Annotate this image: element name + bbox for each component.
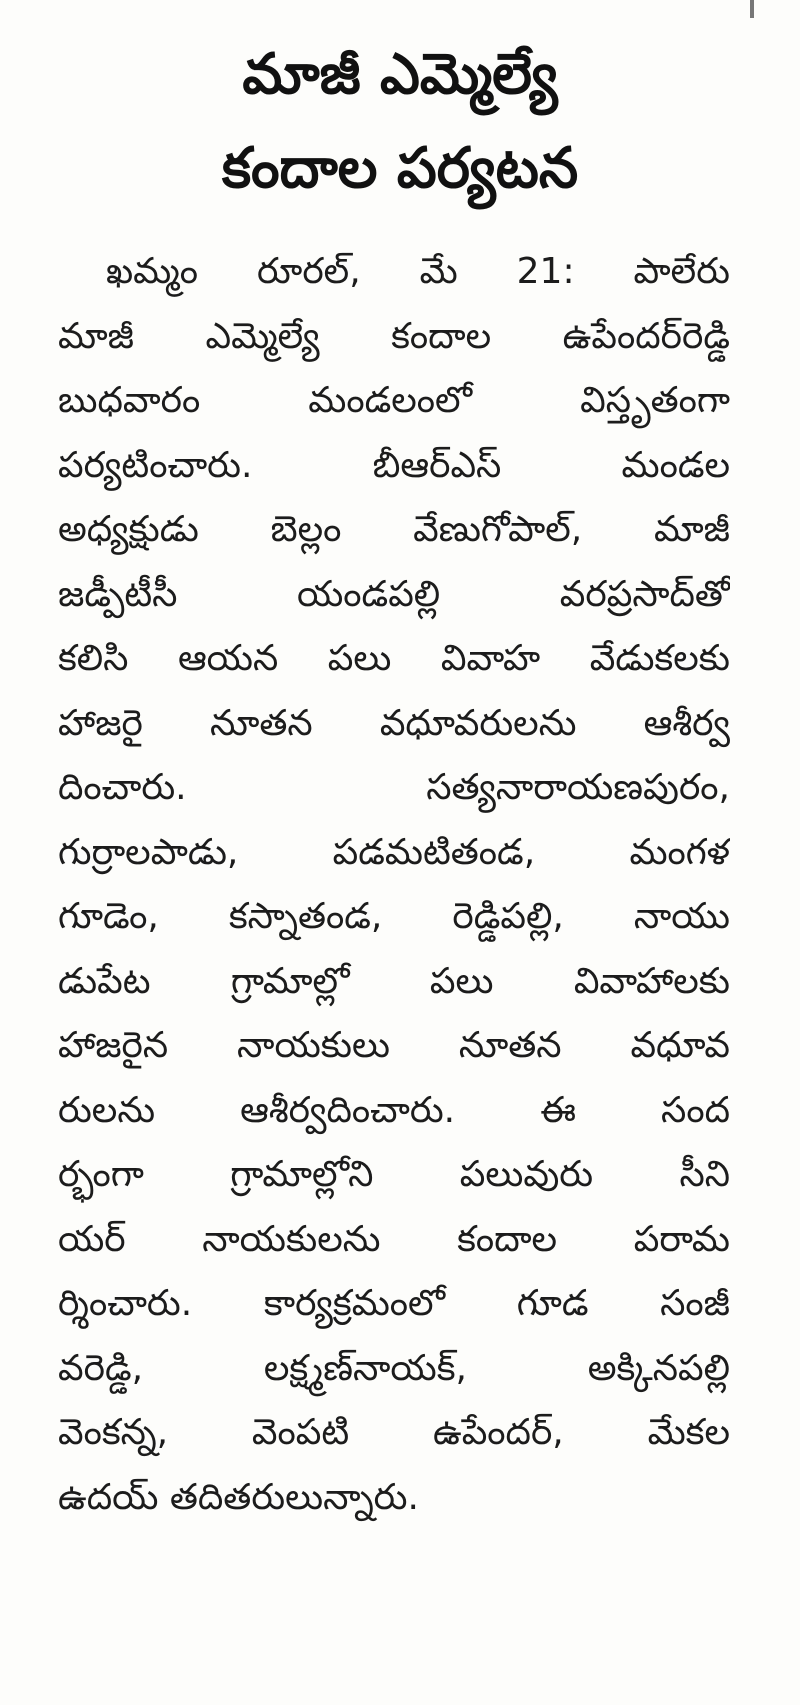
headline-line: కందాల పర్యటన [221,136,579,201]
body-line: పర్యటించారు. బీఆర్ఎస్ మండల [58,444,730,486]
body-line: రులను ఆశీర్వదించారు. ఈ సంద [58,1089,730,1131]
body-line: దించారు. సత్యనారాయణపురం, [58,767,730,808]
column-rule-mark [750,0,754,18]
body-line: ఉదయ్ తదితరులున్నారు. [58,1476,419,1518]
body-line: హాజరైన నాయకులు నూతన వధూవ [58,1025,730,1066]
headline-line: మాజీ ఎమ్మెల్యే [242,42,558,107]
body-line: వెంకన్న, వెంపటి ఉపేందర్, మేకల [58,1412,730,1453]
body-line: మాజీ ఎమ్మెల్యే కందాల ఉపేందర్‌రెడ్డి [58,315,730,357]
body-line: గూడెం, కస్నాతండ, రెడ్డిపల్లి, నాయు [58,896,730,937]
body-line: జడ్పీటీసీ యండపల్లి వరప్రసాద్‌తో [58,573,730,615]
body-line: ర్భంగా గ్రామాల్లోని పలువురు సీని [58,1154,730,1195]
body-line: హాజరై నూతన వధూవరులను ఆశీర్వ [58,702,730,744]
body-line: గుర్రాలపాడు, పడమటితండ, మంగళ [58,831,730,873]
body-line: అధ్యక్షుడు బెల్లం వేణుగోపాల్, మాజీ [58,509,730,550]
body-line: డుపేట గ్రామాల్లో పలు వివాహాలకు [58,960,730,1002]
headline [40,28,760,216]
body-line: వరెడ్డి, లక్ష్మణ్‌నాయక్, అక్కినపల్లి [58,1347,730,1389]
body-line: ఖమ్మం రూరల్, మే 21: పాలేరు [106,251,730,292]
body-line: ర్శించారు. కార్యక్రమంలో గూడ సంజీ [58,1283,730,1324]
body-line: బుధవారం మండలంలో విస్తృతంగా [58,380,730,421]
body-line: యర్ నాయకులను కందాల పరామ [58,1218,730,1260]
body-line: కలిసి ఆయన పలు వివాహ వేడుకలకు [58,638,730,679]
article-body [58,240,730,1530]
